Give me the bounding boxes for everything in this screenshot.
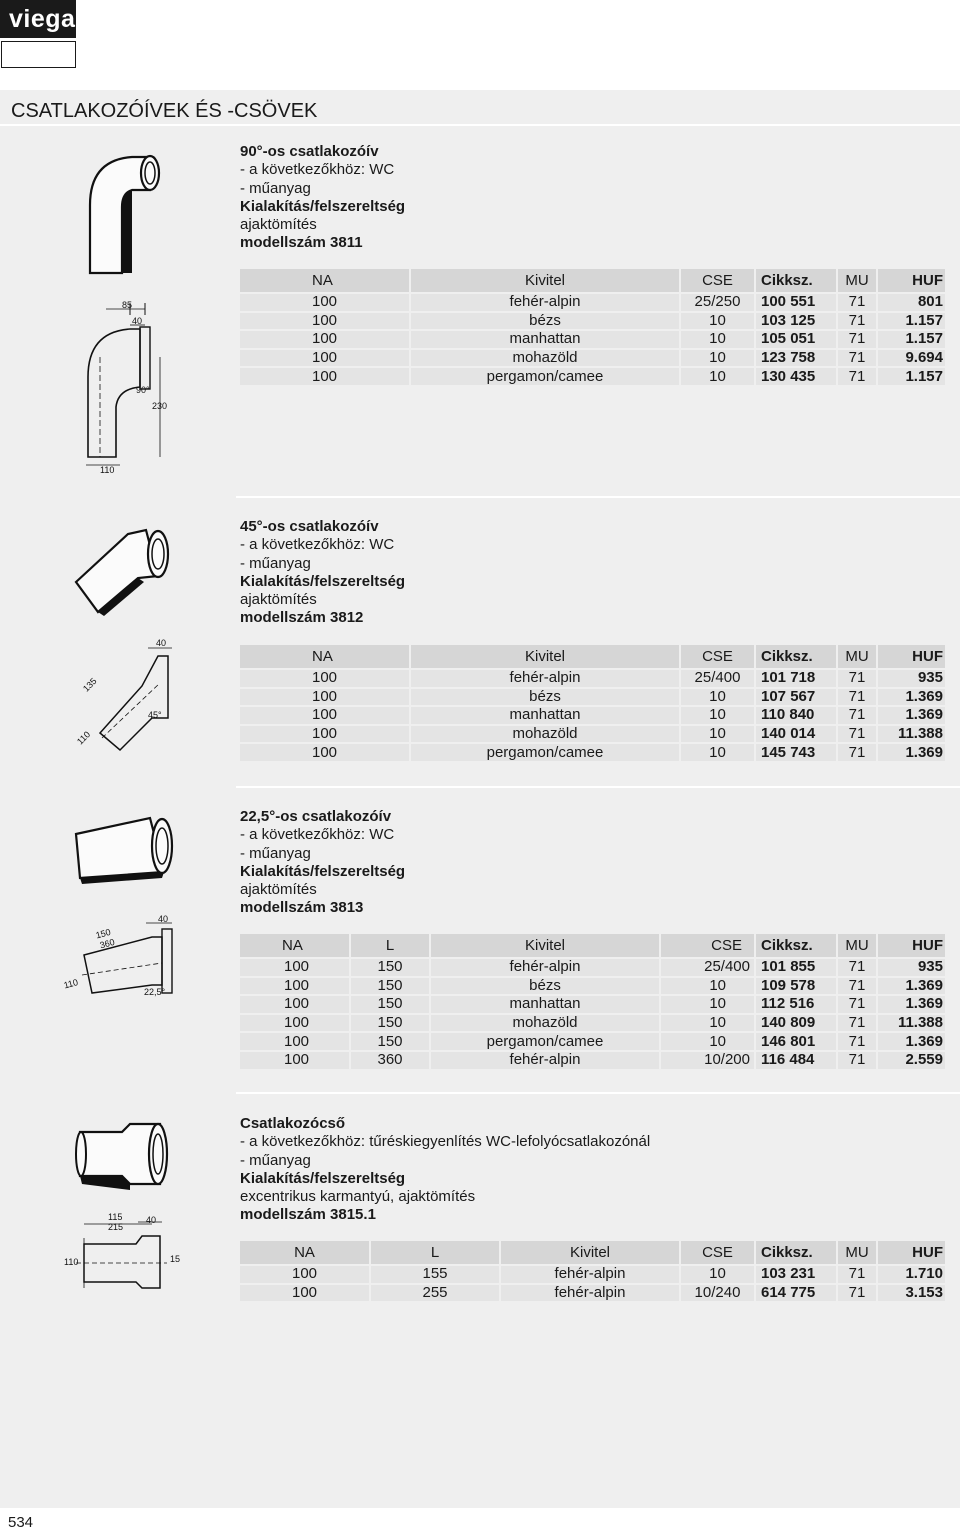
section-divider (236, 1092, 960, 1094)
table-row (240, 977, 945, 996)
product-description-3815-1 (240, 1115, 650, 1225)
cell: 1.157 (877, 312, 945, 331)
cell: 25/250 (680, 293, 755, 312)
cell: 100 (240, 293, 410, 312)
logo-box (1, 41, 76, 68)
cell: 71 (837, 349, 877, 368)
col-header: NA (240, 934, 350, 958)
cell: 100 (240, 977, 350, 996)
table-row (240, 995, 945, 1014)
cell: 100 (240, 1032, 350, 1051)
cell: 10 (680, 330, 755, 349)
cell: 107 567 (755, 688, 837, 707)
cell: 71 (837, 725, 877, 744)
cell: 1.157 (877, 367, 945, 385)
table-header-row (240, 645, 945, 669)
table-row (240, 330, 945, 349)
cell: 71 (837, 1032, 877, 1051)
dim-label: 40 (146, 1215, 157, 1225)
table-row (240, 1265, 945, 1284)
cell: 10 (680, 725, 755, 744)
cell: fehér-alpin (430, 958, 660, 977)
desc-line: - műanyag (240, 179, 311, 197)
desc-line: - a következőkhöz: WC (240, 536, 395, 554)
cell: 100 (240, 1284, 370, 1302)
cell: 71 (837, 1051, 877, 1069)
col-header: NA (240, 1241, 370, 1265)
cell: 10 (680, 706, 755, 725)
table-row (240, 669, 945, 688)
cell: 100 (240, 367, 410, 385)
cell: fehér-alpin (500, 1265, 680, 1284)
page-title: CSATLAKOZÓÍVEK ÉS -CSÖVEK (11, 100, 318, 122)
cell: 10 (660, 995, 755, 1014)
elbow-90-drawing (78, 297, 188, 477)
cell: 100 (240, 349, 410, 368)
col-header: Kivitel (410, 645, 680, 669)
dim-label: 90° (136, 385, 150, 395)
table-header-row (240, 269, 945, 293)
cell: fehér-alpin (410, 293, 680, 312)
desc-heading: Kialakítás/felszereltség (240, 862, 406, 880)
dim-label: 110 (74, 729, 93, 747)
viega-logo: viega (0, 0, 76, 38)
col-header: L (370, 1241, 500, 1265)
cell: 1.157 (877, 330, 945, 349)
table-row (240, 1051, 945, 1069)
cell: 10 (680, 367, 755, 385)
desc-line: - műanyag (240, 844, 311, 862)
title-divider (0, 124, 960, 126)
col-header: CSE (680, 269, 755, 293)
cell: mohazöld (410, 349, 680, 368)
col-header: HUF (877, 645, 945, 669)
cell: 140 809 (755, 1014, 837, 1033)
dim-label: 40 (156, 638, 167, 648)
cell: 801 (877, 293, 945, 312)
cell: 103 231 (755, 1265, 837, 1284)
cell: 101 718 (755, 669, 837, 688)
table-header-row (240, 934, 945, 958)
cell: 360 (350, 1051, 430, 1069)
dim-label: 115 (108, 1212, 123, 1222)
col-header: CSE (680, 1241, 755, 1265)
desc-line: - a következőkhöz: tűréskiegyenlítés WC-lefolyócsatlakozónál (240, 1133, 651, 1151)
cell: 1.369 (877, 995, 945, 1014)
table-header-row (240, 1241, 945, 1265)
dim-label: 110 (100, 465, 115, 475)
dim-label: 15 (170, 1254, 181, 1264)
cell: 140 014 (755, 725, 837, 744)
dim-label: 40 (158, 915, 169, 924)
desc-line: excentrikus karmantyú, ajaktömítés (240, 1188, 476, 1206)
table-row (240, 312, 945, 331)
desc-line: - műanyag (240, 554, 311, 572)
cell: 10 (680, 743, 755, 761)
cell: 71 (837, 688, 877, 707)
col-header: NA (240, 269, 410, 293)
table-row (240, 706, 945, 725)
spec-table-3813 (240, 934, 945, 1069)
page-number: 534 (8, 1514, 34, 1531)
model-number: modellszám 3811 (240, 234, 363, 252)
spec-table-3812 (240, 645, 945, 761)
cell: 3.153 (877, 1284, 945, 1302)
cell: 71 (837, 293, 877, 312)
dim-label: 150 (94, 926, 112, 941)
cell: 100 551 (755, 293, 837, 312)
desc-line: - a következőkhöz: WC (240, 826, 395, 844)
elbow-45-photo (68, 520, 178, 620)
cell: pergamon/camee (410, 743, 680, 761)
cell: 1.369 (877, 977, 945, 996)
table-row (240, 688, 945, 707)
product-name: Csatlakozócső (240, 1115, 346, 1132)
dim-label: 22,5° (144, 987, 166, 997)
cell: fehér-alpin (430, 1051, 660, 1069)
col-header: HUF (877, 1241, 945, 1265)
desc-heading: Kialakítás/felszereltség (240, 197, 406, 215)
cell: 150 (350, 995, 430, 1014)
col-header: MU (837, 645, 877, 669)
dim-label: 215 (108, 1222, 124, 1232)
table-row (240, 725, 945, 744)
table-row (240, 958, 945, 977)
cell: 2.559 (877, 1051, 945, 1069)
dim-label: 85 (122, 300, 133, 310)
connector-pipe-drawing (62, 1208, 187, 1298)
col-header: MU (837, 1241, 877, 1265)
cell: 112 516 (755, 995, 837, 1014)
cell: 145 743 (755, 743, 837, 761)
spec-table-3815-1 (240, 1241, 945, 1301)
dim-label: 360 (98, 936, 116, 951)
dim-label: 110 (64, 1257, 79, 1267)
cell: 155 (370, 1265, 500, 1284)
cell: fehér-alpin (410, 669, 680, 688)
cell: bézs (430, 977, 660, 996)
cell: pergamon/camee (430, 1032, 660, 1051)
dim-label: 135 (80, 675, 99, 694)
dim-label: 230 (152, 401, 168, 411)
col-header: Kivitel (430, 934, 660, 958)
cell: 150 (350, 977, 430, 996)
cell: 1.710 (877, 1265, 945, 1284)
cell: 255 (370, 1284, 500, 1302)
table-row (240, 349, 945, 368)
desc-heading: Kialakítás/felszereltség (240, 1169, 406, 1187)
col-header: CSE (680, 645, 755, 669)
cell: 25/400 (660, 958, 755, 977)
model-number: modellszám 3813 (240, 899, 364, 917)
col-header: Kivitel (500, 1241, 680, 1265)
cell: 100 (240, 706, 410, 725)
cell: 100 (240, 725, 410, 744)
cell: manhattan (410, 706, 680, 725)
cell: 101 855 (755, 958, 837, 977)
cell: 100 (240, 330, 410, 349)
cell: bézs (410, 688, 680, 707)
col-header: CSE (660, 934, 755, 958)
cell: 10 (660, 977, 755, 996)
cell: 150 (350, 1014, 430, 1033)
cell: 71 (837, 977, 877, 996)
desc-heading: Kialakítás/felszereltség (240, 572, 406, 590)
cell: 9.694 (877, 349, 945, 368)
elbow-22-5-drawing (62, 915, 182, 1000)
cell: 1.369 (877, 743, 945, 761)
cell: 1.369 (877, 688, 945, 707)
col-header: MU (837, 269, 877, 293)
cell: 10 (680, 688, 755, 707)
desc-line: ajaktömítés (240, 216, 317, 234)
cell: 11.388 (877, 725, 945, 744)
cell: 935 (877, 958, 945, 977)
dim-label: 40 (132, 316, 143, 326)
elbow-90-photo (70, 145, 170, 280)
cell: fehér-alpin (500, 1284, 680, 1302)
product-description-3812 (240, 518, 405, 628)
cell: pergamon/camee (410, 367, 680, 385)
cell: 71 (837, 995, 877, 1014)
cell: 614 775 (755, 1284, 837, 1302)
product-name: 90°-os csatlakozóív (240, 143, 379, 160)
col-header: Cikksz. (755, 934, 837, 958)
cell: 100 (240, 669, 410, 688)
col-header: Cikksz. (755, 1241, 837, 1265)
desc-line: - műanyag (240, 1151, 311, 1169)
cell: 10 (680, 312, 755, 331)
cell: 10 (680, 349, 755, 368)
cell: 103 125 (755, 312, 837, 331)
cell: 109 578 (755, 977, 837, 996)
table-row (240, 1014, 945, 1033)
cell: 150 (350, 1032, 430, 1051)
col-header: Cikksz. (755, 645, 837, 669)
cell: 1.369 (877, 706, 945, 725)
cell: 146 801 (755, 1032, 837, 1051)
cell: 100 (240, 1051, 350, 1069)
model-number: modellszám 3815.1 (240, 1206, 376, 1224)
cell: 100 (240, 1014, 350, 1033)
section-divider (236, 496, 960, 498)
cell: 71 (837, 743, 877, 761)
cell: 1.369 (877, 1032, 945, 1051)
cell: 71 (837, 1014, 877, 1033)
cell: 100 (240, 958, 350, 977)
col-header: HUF (877, 269, 945, 293)
cell: 100 (240, 1265, 370, 1284)
cell: 100 (240, 312, 410, 331)
col-header: L (350, 934, 430, 958)
dim-label: 110 (62, 977, 80, 991)
col-header: Kivitel (410, 269, 680, 293)
cell: 10/200 (660, 1051, 755, 1069)
cell: 71 (837, 1265, 877, 1284)
table-row (240, 743, 945, 761)
elbow-22-5-photo (70, 812, 180, 892)
cell: bézs (410, 312, 680, 331)
cell: 10/240 (680, 1284, 755, 1302)
cell: mohazöld (430, 1014, 660, 1033)
table-row (240, 293, 945, 312)
cell: 150 (350, 958, 430, 977)
model-number: modellszám 3812 (240, 609, 364, 627)
desc-line: ajaktömítés (240, 881, 317, 899)
section-divider (236, 786, 960, 788)
cell: 10 (680, 1265, 755, 1284)
cell: 71 (837, 312, 877, 331)
cell: manhattan (430, 995, 660, 1014)
cell: 130 435 (755, 367, 837, 385)
cell: 71 (837, 958, 877, 977)
cell: 71 (837, 669, 877, 688)
cell: mohazöld (410, 725, 680, 744)
cell: 71 (837, 367, 877, 385)
table-row (240, 1284, 945, 1302)
elbow-45-drawing (72, 638, 182, 753)
cell: 116 484 (755, 1051, 837, 1069)
cell: 123 758 (755, 349, 837, 368)
product-name: 45°-os csatlakozóív (240, 518, 379, 535)
connector-pipe-photo (74, 1118, 174, 1193)
cell: 71 (837, 706, 877, 725)
cell: 110 840 (755, 706, 837, 725)
product-description-3811 (240, 143, 405, 253)
dim-label: 45° (148, 710, 162, 720)
cell: 100 (240, 995, 350, 1014)
cell: 105 051 (755, 330, 837, 349)
table-row (240, 367, 945, 385)
desc-line: - a következőkhöz: WC (240, 161, 395, 179)
col-header: MU (837, 934, 877, 958)
product-description-3813 (240, 808, 405, 918)
cell: manhattan (410, 330, 680, 349)
cell: 10 (660, 1014, 755, 1033)
cell: 71 (837, 1284, 877, 1302)
cell: 100 (240, 688, 410, 707)
cell: 25/400 (680, 669, 755, 688)
desc-line: ajaktömítés (240, 591, 317, 609)
cell: 100 (240, 743, 410, 761)
cell: 10 (660, 1032, 755, 1051)
cell: 11.388 (877, 1014, 945, 1033)
cell: 935 (877, 669, 945, 688)
col-header: NA (240, 645, 410, 669)
table-row (240, 1032, 945, 1051)
col-header: HUF (877, 934, 945, 958)
spec-table-3811 (240, 269, 945, 385)
product-name: 22,5°-os csatlakozóív (240, 808, 392, 825)
cell: 71 (837, 330, 877, 349)
col-header: Cikksz. (755, 269, 837, 293)
